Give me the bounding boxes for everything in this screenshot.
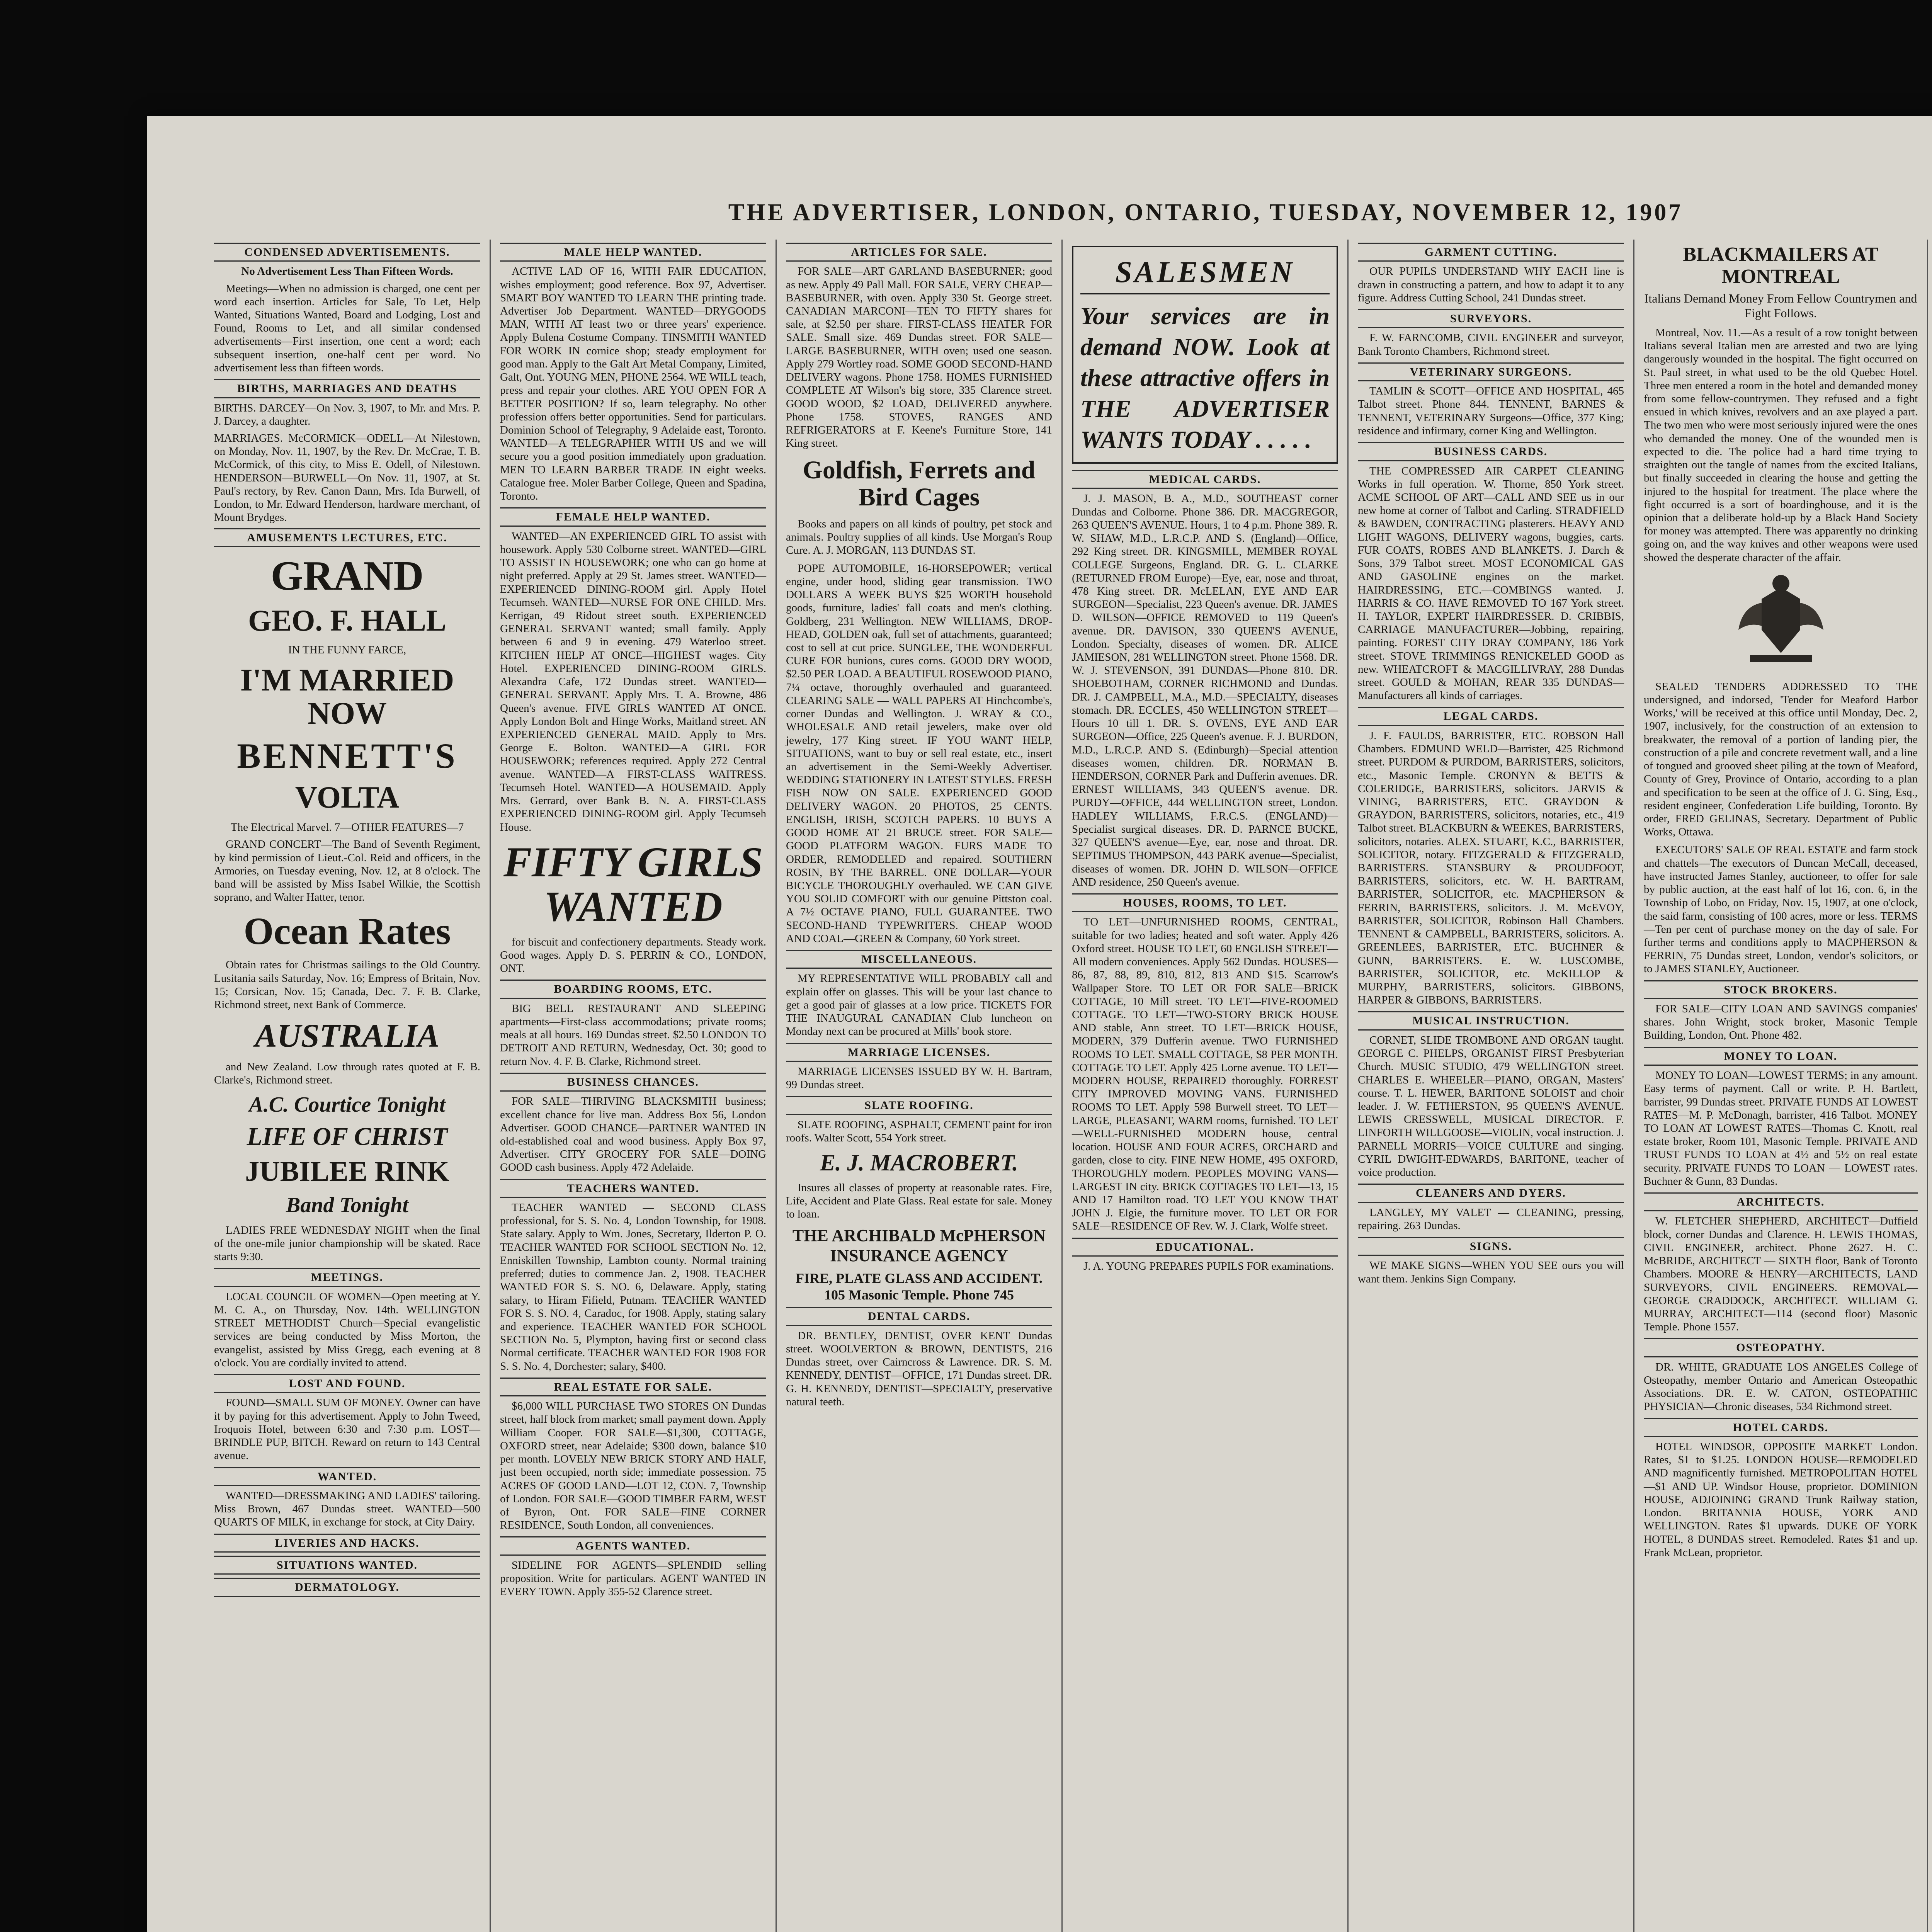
lecture-ad: A.C. Courtice Tonight [249,1093,446,1117]
column-3 [777,240,1063,1932]
jubilee-text: LADIES FREE WEDNESDAY NIGHT when the final of the one-mile junior championship will be skated. Race starts 9:30. [214,1224,480,1263]
section-heading: BOARDING ROOMS, ETC. [500,980,766,998]
column-5 [1349,240,1634,1932]
section-heading: TEACHERS WANTED. [500,1179,766,1198]
section-heading: OSTEOPATHY. [1644,1338,1918,1357]
section-heading: SURVEYORS. [1358,309,1624,328]
section-heading: MONEY TO LOAN. [1644,1047,1918,1066]
australia-ad: AUSTRALIA [255,1017,440,1054]
section-heading: LEGAL CARDS. [1358,707,1624,726]
australia-text: and New Zealand. Low through rates quoted at F. B. Clarke's, Richmond street. [214,1060,480,1086]
section-heading: GARMENT CUTTING. [1358,243,1624,262]
section-heading: HOUSES, ROOMS, TO LET. [1072,893,1338,912]
veterinary-text: TAMLIN & SCOTT—OFFICE AND HOSPITAL, 465 Talbot street. Phone 844. TENNENT, BARNES & TENNENT, VETERINARY Surgeons—Office, 377 King; residence and infirmary, corner King and Wellington. [1358,385,1624,437]
births-text: BIRTHS. DARCEY—On Nov. 3, 1907, to Mr. and Mrs. P. J. Darcey, a daughter. [214,401,480,427]
for-sale-text: FOR SALE—ART GARLAND BASEBURNER; good as new. Apply 49 Pall Mall. FOR SALE, VERY CHEAP—BASEBURNER, with oven. Apply 330 St. George street. CANADIAN MARCONI—TEN TO FIFTY shares for sale, at $2.50 per share. FIRST-CLASS HEATER FOR SALE. Small size. 469 Dundas street. FOR SALE—LARGE BASEBURNER, WITH oven; used one season. Apply 279 Wortley road. SOME GOOD SECOND-HAND DELIVERY wagons. Phone 1758. HOMES FURNISHED COMPLETE AT Wilson's big store, 335 Clarence street. GOOD WOOD, $2 LOAD, DELIVERED anywhere. Phone 1758. STOVES, RANGES AND REFRIGERATORS at F. Keene's Furniture Store, 141 King street. [786,265,1052,450]
for-sale-text-2: POPE AUTOMOBILE, 16-HORSEPOWER; vertical engine, under hood, sliding gear transmission. TWO DOLLARS A WEEK BUYS $25 WORTH household goods, furniture, ladies' fall coats and men's clothing. Goldberg, 231 Wellington. NEW WILLIAMS, DROP-HEAD, GOLDEN oak, full set of attachments, guaranteed; cost to sell at cut price. SUNGLEE, THE WONDERFUL CURE FOR bunions, cures corns. GOOD DRY WOOD, $2.50 PER LOAD. A BEAUTIFUL ROSEWOOD PIANO, 7¼ octave, thoroughly overhauled and guaranteed. CLEARING SALE — WALL PAPERS AT Hinchcombe's, corner Dundas and Wellington. J. WRAY & CO., WHOLESALE AND retail jewelers, make over old jewelry, 177 King street. IF YOU WANT HELP, SITUATIONS, want to buy or sell real estate, etc., insert an advertisement in the Semi-Weekly Advertiser. WEDDING STATIONERY IN LATEST STYLES. FRESH FISH NOW ON SALE. EXPERIENCED GOOD DELIVERY WAGON. 20 PHOTOS, 25 CENTS. ENGLISH, IRISH, SCOTCH PAPERS. 10 BUYS A GOOD HOME AT 21 BRUCE street. FOR SALE—GOOD PLATFORM WAGON. FURS MADE TO ORDER, REMODELED and repaired. SOUTHERN ROSIN, BY THE BARREL. ONE DOLLAR—YOUR BICYCLE THOROUGHLY overhauled. WE CAN GIVE YOU SOLID COMFORT with our genuine Pittston coal. A 7½ OCTAVE PIANO, FULL GUARANTEE. TWO SECOND-HAND TYPEWRITERS. CHEAP WOOD AND COAL—GREEN & Company, 60 York street. [786,562,1052,945]
column-2 [491,240,777,1932]
grand-ad: GRAND [270,553,424,599]
executors-sale: EXECUTORS' SALE OF REAL ESTATE and farm stock and chattels—The executors of Duncan McCall, deceased, have instructed James Stanley, auctioneer, to offer for sale by public auction, at the east half of lot 16, con. 6, in the Township of Lobo, on Friday, Nov. 15, 1907, at one o'clock, the said farm, consisting of 100 acres, more or less. TERMS—Ten per cent of purchase money on the day of sale. For further terms and conditions apply to MACPHERSON & FERRIN, 75 Dundas street, London, vendor's solicitors, or to JAMES STANLEY, Auctioneer. [1644,844,1918,975]
section-heading: BIRTHS, MARRIAGES AND DEATHS [214,379,480,398]
marriage-licenses-text: MARRIAGE LICENSES ISSUED BY W. H. Bartram, 99 Dundas street. [786,1065,1052,1091]
signs-text: WE MAKE SIGNS—WHEN YOU SEE ours you will want them. Jenkins Sign Company. [1358,1259,1624,1285]
mcpherson-ad: THE ARCHIBALD McPHERSON INSURANCE AGENCY [792,1226,1046,1265]
column-6 [1634,240,1928,1932]
farce-line: IN THE FUNNY FARCE, [288,644,406,656]
boarding-text: BIG BELL RESTAURANT AND SLEEPING apartments—First-class accommodations; private rooms; meals at all hours. 169 Dundas street. $2.50 LONDON TO DETROIT AND RETURN, Wednesday, Oct. 30; good to return Nov. 4. F. B. Clarke, Richmond street. [500,1002,766,1068]
performer-name: GEO. F. HALL [248,604,446,638]
goldfish-ad: Goldfish, Ferrets and Bird Cages [803,456,1036,511]
volta-ad: VOLTA [295,781,400,815]
section-heading: LIVERIES AND HACKS. [214,1534,480,1553]
salesmen-ad [1072,246,1338,464]
concert-ad: GRAND CONCERT—The Band of Seventh Regiment, by kind permission of Lieut.-Col. Reid and officers, in the Armories, on Tuesday evening, Nov. 12, at 8 o'clock. The band will be assisted by Miss Isabel Wilkie, the Scottish soprano, and Walter Hatter, tenor. [214,838,480,904]
educational-text: J. A. YOUNG PREPARES PUPILS FOR examinations. [1083,1260,1334,1273]
notice: No Advertisement Less Than Fifteen Words. [241,265,453,278]
section-heading: STOCK BROKERS. [1644,980,1918,999]
section-heading: BUSINESS CHANCES. [500,1073,766,1092]
section-heading: FEMALE HELP WANTED. [500,507,766,526]
section-heading: SLATE ROOFING. [786,1096,1052,1115]
band-tonight: Band Tonight [286,1193,408,1217]
agents-text: SIDELINE FOR AGENTS—SPLENDID selling proposition. Write for particulars. AGENT WANTED IN EVERY TOWN. Apply 355-52 Clarence street. [500,1559,766,1598]
fifty-girls-ad: FIFTY GIRLS WANTED [503,838,763,930]
rates-intro: Meetings—When no admission is charged, one cent per word each insertion. Articles for Sale, To Let, Help Wanted, Situations Wanted, Board and Lodging, Lost and Found, Rooms to Let, and all similar condensed advertisements—First insertion, one cent a word; each subsequent insertion, one-half cent per word. No advertisement less than fifteen words. [214,282,480,374]
jubilee-rink-ad: JUBILEE RINK [245,1156,449,1188]
news-subheading: Italians Demand Money From Fellow Countrymen and Fight Follows. [1644,291,1917,320]
stock-text: FOR SALE—CITY LOAN AND SAVINGS companies' shares. John Wright, stock broker, Masonic Temple Building, London, Ont. Phone 482. [1644,1003,1918,1042]
coat-of-arms-icon [1723,572,1839,672]
section-heading: ARTICLES FOR SALE. [786,243,1052,262]
section-heading: WANTED. [214,1467,480,1486]
misc-text: MY REPRESENTATIVE WILL PROBABLY call and explain offer on glasses. This will be your last chance to get a good pair of glasses at a low price. TICKETS FOR THE INAUGURAL CANADIAN Club luncheon on Monday next can be procured at Mills' book store. [786,972,1052,1038]
female-help-text: WANTED—AN EXPERIENCED GIRL TO assist with housework. Apply 530 Colborne street. WANTED—GIRL TO ASSIST IN HOUSEWORK; one who can go home at night preferred. Apply at 29 St. James street. WANTED—EXPERIENCED DINING-ROOM girl. Apply Hotel Tecumseh. WANTED—NURSE FOR ONE CHILD. Mrs. Kerrigan, 49 Ridout street south. EXPERIENCED GENERAL SERVANT wanted; small family. Apply between 6 and 9 in evening. 479 Waterloo street. KITCHEN HELP AT ONCE—HIGHEST wages. City Hotel. EXPERIENCED DINING-ROOM GIRLS. Alexandra Cafe, 172 Dundas street. WANTED—GENERAL SERVANT. Apply Mrs. T. A. Browne, 486 Queen's avenue. FIVE GIRLS WANTED AT ONCE. Apply London Bolt and Hinge Works, Maitland street. AN EXPERIENCED GENERAL MAID. Apply to Mrs. George E. Bolton. WANTED—A GIRL FOR HOUSEWORK; references required. Apply 272 Central avenue. WANTED—A FIRST-CLASS WAITRESS. Tecumseh Hotel. WANTED—A HOUSEMAID. Apply Mrs. Gerrard, over Bank B. N. A. FIRST-CLASS EXPERIENCED DINING-ROOM girl. Apply Tecumseh House. [500,530,766,833]
section-heading: LOST AND FOUND. [214,1374,480,1393]
dental-text: DR. BENTLEY, DENTIST, OVER KENT Dundas street. WOOLVERTON & BROWN, DENTISTS, 216 Dundas street, over Cairncross & Lawrence. DR. S. M. KENNEDY, DENTIST—OFFICE, 171 Dundas street. DR. G. H. KENNEDY, DENTIST—SPECIALTY, preservative natural teeth. [786,1329,1052,1408]
section-heading: AMUSEMENTS LECTURES, ETC. [214,528,480,547]
section-heading: CONDENSED ADVERTISEMENTS. [214,243,480,262]
section-heading: REAL ESTATE FOR SALE. [500,1378,766,1396]
teachers-text: TEACHER WANTED — SECOND CLASS professional, for S. S. No. 4, London Township, for 1908. State salary. Apply to Wm. Jones, Secretary, Ilderton P. O. TEACHER WANTED FOR SCHOOL SECTION No. 12, Enniskillen Township, Lambton county. Normal training preferred; duties to commence Jan. 2, 1908. TEACHER WANTED FOR S. S. NO. 6, Delaware. Apply, stating salary, to Hiram Fifield, Putnam. TEACHER WANTED FOR S. S. NO. 4, Caradoc, for 1908. Apply, stating salary and experience. TEACHER WANTED FOR SCHOOL SECTION No. 5, Plympton, having first or second class Normal certificate. TEACHER WANTED FOR 1908 FOR S. S. No. 4, Dorchester; salary, $400. [500,1201,766,1372]
tender-notice: SEALED TENDERS ADDRESSED TO THE undersigned, and indorsed, 'Tender for Meaford Harbor Works,' will be received at this office until Monday, Dec. 2, 1907, inclusively, for the construction of an extension to breakwater, the removal of a portion of landing pier, the construction of a pile and concrete revetment wall, and a line of tongued and grooved sheet piling at the town of Meaford, County of Grey, Province of Ontario, according to a plan and specification to be seen at the office of J. G. Sing, Esq., resident engineer, Confederation Life building, Toronto. By order, FRED GELINAS, Secretary. Department of Public Works, Ottawa. [1644,680,1918,838]
cutting-text: OUR PUPILS UNDERSTAND WHY EACH line is drawn in constructing a pattern, and how to adapt it to any figure. Address Cutting School, 241 Dundas street. [1358,265,1624,304]
medical-text: J. J. MASON, B. A., M.D., SOUTHEAST corner Dundas and Colborne. Phone 386. DR. MACGREGOR, 263 QUEEN'S AVENUE. Hours, 1 to 4 p.m. Phone 389. R. W. SHAW, M.D., L.R.C.P. AND S. (England)—Office, 292 King street. DR. KINGSMILL, MEMBER ROYAL COLLEGE Surgeons, England. DR. G. L. CLARKE (RETURNED FROM Europe)—Eye, ear, nose and throat, 478 King street. DR. McLELAN, EYE AND EAR SURGEON—Specialist, 223 Queen's avenue. DR. JAMES D. WILSON—OFFICE REMOVED to 119 Queen's avenue. DR. DAVISON, 330 QUEEN'S AVENUE, London. Specialty, diseases of women. DR. ALICE JAMIESON, 281 WELLINGTON street. Phone 1568. DR. W. J. STEVENSON, 391 DUNDAS—Phone 810. DR. SHOEBOTHAM, CORNER RICHMOND and Dundas. DR. J. CAMPBELL, M.A., M.D.—SPECIALTY, diseases stomach. DR. ECCLES, 450 WELLINGTON STREET—Hours 10 till 1. DR. S. OVENS, EYE AND EAR SURGEON—Office, 225 Queen's avenue. F. J. BURDON, M.D., L.R.C.P. AND S. (Edinburgh)—Special attention diseases women, children. DR. NORMAN B. HENDERSON, CORNER Park and Dufferin avenues. DR. ERNEST WILLIAMS, 343 QUEEN'S avenue. DR. PURDY—OFFICE, 444 WELLINGTON street, London. HADLEY WILLIAMS, F.R.C.S. (ENGLAND)—Specialist surgical diseases. DR. D. PARNCE BUCKE, 327 QUEEN'S avenue—Eye, ear, nose and throat. DR. SEPTIMUS THOMPSON, 443 PARK avenue—Specialist, diseases of women. DR. JOHN D. WILSON—OFFICE AND residence, 250 Queen's avenue. [1072,492,1338,888]
section-heading: VETERINARY SURGEONS. [1358,362,1624,381]
salesmen-title: SALESMEN [1080,254,1330,294]
section-heading: CLEANERS AND DYERS. [1358,1184,1624,1202]
cleaners-text: LANGLEY, MY VALET — CLEANING, pressing, repairing. 263 Dundas. [1358,1206,1624,1232]
goldfish-text: Books and papers on all kinds of poultry, pet stock and animals. Poultry supplies of all kinds. Use Morgan's Roup Cure. A. J. MORGAN, 113 DUNDAS ST. [786,518,1052,557]
column-1 [205,240,491,1932]
bennetts-ad: BENNETT'S [237,736,457,776]
section-heading: MISCELLANEOUS. [786,950,1052,969]
osteopathy-text: DR. WHITE, GRADUATE LOS ANGELES College of Osteopathy, member Ontario and American Osteopathic Associations. DR. E. W. CATON, OSTEOPATHIC PHYSICIAN—Chronic diseases, 534 Richmond street. [1644,1361,1918,1413]
section-heading: DERMATOLOGY. [214,1578,480,1597]
architects-text: W. FLETCHER SHEPHERD, ARCHITECT—Duffield block, corner Dundas and Clarence. H. LEWIS THOMAS, CIVIL ENGINEER, architect. Phone 2627. H. C. McBRIDE, ARCHITECT — SIXTH floor, Bank of Toronto Chambers. MOORE & HENRY—ARCHITECTS, LAND SURVEYORS, CIVIL ENGINEERS. REMOVAL—GEORGE CRADDOCK, ARCHITECT. WILLIAM G. MURRAY, ARCHITECT—114 (second floor) Masonic Temple. Phone 1557. [1644,1215,1918,1333]
newspaper-page [147,116,1932,1932]
show-title: I'M MARRIED NOW [240,662,454,731]
marriages-text: MARRIAGES. McCORMICK—ODELL—At Nilestown, on Monday, Nov. 11, 1907, by the Rev. Dr. McCrae, T. B. McCormick, of this city, to Miss E. Odell, of Nilestown. HENDERSON—BURWELL—On Nov. 11, 1907, at St. Paul's rectory, by Rev. Canon Dann, Mrs. Ida Burwell, of London, to Mr. Edward Henderson, hardware merchant, of Mount Brydges. [214,432,480,524]
musical-text: CORNET, SLIDE TROMBONE AND ORGAN taught. GEORGE C. PHELPS, ORGANIST FIRST Presbyterian Church. MUSIC STUDIO, 479 WELLINGTON street. CHARLES E. WHEELER—PIANO, ORGAN, Masters' course. T. L. HEWER, BARITONE SOLOIST and choir leader. J. W. FETHERSTON, 95 QUEEN'S AVENUE. LEWIS CRESSWELL, MUSICAL DIRECTOR. F. LINFORTH WILLGOOSE—VIOLIN, vocal instruction. J. PARNELL MORRIS—VOICE CULTURE and singing. CYRIL DWIGHT-EDWARDS, BARITONE, teacher of voice production. [1358,1034,1624,1179]
male-help-text: ACTIVE LAD OF 16, WITH FAIR EDUCATION, wishes employment; good reference. Box 97, Advertiser. SMART BOY WANTED TO LEARN THE printing trade. Advertiser Job Department. WANTED—DRYGOODS MAN, WITH AT least two or three years' experience. Apply Bulena Costume Company. TINSMITH WANTED FOR WORK IN cornice shop; steady employment for good man. Apply to the Galt Art Metal Company, Limited, Galt, Ont. YOUNG MEN, PHONE 2564. WE WILL teach, press and repair your clothes. ARE YOU OPEN FOR A BETTER POSITION? If so, learn telegraphy. No other profession offers better opportunities. Send for particulars. Dominion School of Telegraphy, 9 Adelaide east, Toronto. WANTED—A TELEGRAPHER WITH US and we will secure you a good position immediately upon graduation. MEN TO LEARN BARBER TRADE IN eight weeks. Catalogue free. Moler Barber College, Queen and Spadina, Toronto. [500,265,766,503]
business-text: FOR SALE—THRIVING BLACKSMITH business; excellent chance for live man. Address Box 56, London Advertiser. GOOD CHANCE—PARTNER WANTED IN old-established coal and wood business. Apply Box 97, Advertiser. CITY GROCERY FOR SALE—DOING GOOD cash business. Apply 472 Adelaide. [500,1095,766,1174]
section-heading: SITUATIONS WANTED. [214,1556,480,1575]
slate-text: SLATE ROOFING, ASPHALT, CEMENT paint for iron roofs. Walter Scott, 554 York street. [786,1118,1052,1144]
masthead: THE ADVERTISER, LONDON, ONTARIO, TUESDAY, NOVEMBER 12, 1907 [728,199,1683,226]
lecture-title: LIFE OF CHRIST [247,1122,448,1151]
meetings-text: LOCAL COUNCIL OF WOMEN—Open meeting at Y. M. C. A., on Thursday, Nov. 14th. WELLINGTON STREET METHODIST Church—Special evangelistic services are being conducted by Miss Morton, the evangelist, assisted by Miss Gregg, each evening at 8 o'clock. You are cordially invited to attend. [214,1290,480,1369]
section-heading: ARCHITECTS. [1644,1192,1918,1211]
columns [205,240,1932,1932]
column-7 [1928,240,1932,1932]
real-estate-text: $6,000 WILL PURCHASE TWO STORES ON Dundas street, half block from market; small payment down. Apply William Cooper. FOR SALE—$1,300, COTTAGE, OXFORD street, near Adelaide; $300 down, balance $10 per month. LOVELY NEW BRICK STORY AND HALF, just been occupied, north side; immediate possession. 75 ACRES OF GOOD LAND—LOT 12, CON. 7, Township of London. FOR SALE—GOOD TIMBER FARM, WEST of Byron, Ont. FOR SALE—FINE CORNER RESIDENCE, South London, all conveniences. [500,1400,766,1532]
ocean-rates-ad: Ocean Rates [243,910,451,953]
news-headline: BLACKMAILERS AT MONTREAL [1683,243,1879,288]
legal-text: J. F. FAULDS, BARRISTER, ETC. ROBSON Hall Chambers. EDMUND WELD—Barrister, 425 Richmond street. PURDOM & PURDOM, BARRISTERS, solicitors, etc., Masonic Temple. CRONYN & BETTS & COLERIDGE, BARRISTERS, solicitors. JARVIS & VINING, BARRISTERS, ETC. GRAYDON & GRAYDON, BARRISTERS, solicitors, notaries, etc., 419 Talbot street. BLACKBURN & WEEKES, BARRISTERS, solicitors, notaries. ALEX. STUART, K.C., BARRISTER, SOLICITOR, notary. FITZGERALD & FITZGERALD, BARRISTERS. STANSBURY & PROUDFOOT, BARRISTERS, solicitors, etc. W. H. BARTRAM, BARRISTER, SOLICITOR, etc. MACPHERSON & FERRIN, BARRISTERS, solicitors. J. M. McEVOY, BARRISTER, SOLICITOR, Robinson Hall Chambers. TENNENT & CAMPBELL, BARRISTERS, solicitors. A. GREENLEES, BARRISTER, ETC. BUCHNER & GUNN, BARRISTERS. E. W. LUSCOMBE, BARRISTER, SOLICITOR, etc. McKILLOP & MURPHY, BARRISTERS, solicitors. GIBBONS, HARPER & GIBBONS, BARRISTERS. [1358,729,1624,1007]
section-heading: AGENTS WANTED. [500,1536,766,1555]
houses-text: TO LET—UNFURNISHED ROOMS, CENTRAL, suitable for two ladies; heated and soft water. Apply 426 Oxford street. HOUSE TO LET, 60 ENGLISH STREET—All modern conveniences. Apply 562 Dundas. HOUSES—86, 87, 88, 89, 810, 812, 813 AND $15. Scarrow's Wallpaper Store. TO LET OR FOR SALE—BRICK COTTAGE, 10 Mill street. TO LET—FIVE-ROOMED COTTAGE. TO LET—TWO-STORY BRICK HOUSE AND stable, Ann street. TO LET—BRICK HOUSE, MODERN, 379 Dufferin avenue. TWO FURNISHED ROOMS TO LET. SMALL COTTAGE, $8 PER MONTH. COTTAGE TO LET. Apply 425 Lorne avenue. TO LET—MODERN HOUSE, REPAIRED thoroughly. FORREST CITY IMPROVED MOVING VANS. FURNISHED ROOMS TO LET. Apply 598 Burwell street. TO LET—LARGE, PLEASANT, WARM rooms, furnished. TO LET—WELL-FURNISHED MODERN house, central location. HOUSE AND FOUR ACRES, ORCHARD and garden, close to city. FINE NEW HOME, 495 OXFORD, THOROUGHLY modern. PEOPLES MOVING VANS—LARGEST IN city. BRICK COTTAGES TO LET—13, 15 AND 17 Hamilton road. TO LET YOU KNOW THAT JOHN J. Elgie, the furniture mover. TO LET OR FOR SALE—RESIDENCE OF Rev. W. J. Clark, Wolfe street. [1072,916,1338,1233]
surveyors-text: F. W. FARNCOMB, CIVIL ENGINEER and surveyor, Bank Toronto Chambers, Richmond street. [1358,332,1624,357]
salesmen-text: Your services are in demand NOW. Look at these attractive offers in THE ADVERTISER WANTS TODAY . . . . . [1080,302,1330,454]
mcpherson-text: FIRE, PLATE GLASS AND ACCIDENT. 105 Masonic Temple. Phone 745 [796,1270,1043,1303]
section-heading: MEDICAL CARDS. [1072,470,1338,489]
lost-text: FOUND—SMALL SUM OF MONEY. Owner can have it by paying for this advertisement. Apply to John Tweed, Iroquois Hotel, between 6:30 and 7:30 p.m. LOST—BRINDLE PUP, BITCH. Reward on return to 143 Central avenue. [214,1396,480,1462]
section-heading: SIGNS. [1358,1237,1624,1256]
business-cards-text: THE COMPRESSED AIR CARPET CLEANING Works in full operation. W. Thorne, 850 York street. ACME SCHOOL OF ART—CALL AND SEE us in our new home at corner of Talbot and Carling. STRADFIELD & BAWDEN, CONTRACTING plasterers. HEAVY AND LIGHT WAGONS, DELIVERY wagons, buggies, carts. FUR COATS, ROBES AND BLANKETS. J. Darch & Sons, 379 Talbot street. MOST ECONOMICAL GAS AND GASOLINE engines on the market. HAIRDRESSING, ETC.—COMBINGS wanted. J. HARRIS & CO. HAVE REMOVED TO 167 York street. H. TAYLOR, EXPERT HAIRDRESSER. D. CRIBBIS, CARRIAGE MANUFACTURER—Jobbing, repairing, painting. FOREST CITY DRAY COMPANY, 186 York street. STOVE TRIMMINGS RENICKELED GOOD as new. WHEATCROFT & MACGILLIVRAY, 288 Dundas street. GOULD & MOHAN, REAR 335 DUNDAS—Manufacturers all kinds of carriages. [1358,464,1624,702]
section-heading: MALE HELP WANTED. [500,243,766,262]
column-4 [1063,240,1349,1932]
volta-subtitle: The Electrical Marvel. 7—OTHER FEATURES—7 [230,821,464,834]
wanted-text: WANTED—DRESSMAKING AND LADIES' tailoring. Miss Brown, 467 Dundas street. WANTED—500 QUARTS OF MILK, in exchange for stock, at City Dairy. [214,1489,480,1529]
news-body: Montreal, Nov. 11.—As a result of a row tonight between Italians several Italian men are arrested and two are lying dangerously wounded in the hospital. The fight occurred on St. Paul street, in what used to be the old Quebec Hotel. Three men entered a room in the hotel and demanded money from some fellow-countrymen. They refused and a fight ensued in which knives, revolvers and an axe played a part. The two men who were most seriously injured were the ones who demanded the money. One of the wounded men is expected to die. The police had a hard time trying to straighten out the tangle of names from the excited Italians, but finally succeeded in clearing the house and getting the injured to the hospital for treatment. The place where the fight occurred is a sort of boardinghouse, and it is the opinion that a deliberate hold-up by a Black Hand Society for money was attempted. There was apparently no drinking going on, and the way knives and other weapons were used showed the desperate character of the affair. [1644,326,1918,564]
section-heading: MARRIAGE LICENSES. [786,1043,1052,1062]
ocean-rates-text: Obtain rates for Christmas sailings to the Old Country. Lusitania sails Saturday, Nov. 16; Empress of Britain, Nov. 15; Corsican, Nov. 15; Canada, Dec. 7. F. B. Clarke, Richmond street, next Bank of Commerce. [214,959,480,1011]
section-heading: BUSINESS CARDS. [1358,442,1624,461]
section-heading: MUSICAL INSTRUCTION. [1358,1011,1624,1030]
fifty-girls-text: for biscuit and confectionery departments. Steady work. Good wages. Apply D. S. PERRIN & CO., LONDON, ONT. [500,935,766,975]
section-heading: EDUCATIONAL. [1072,1238,1338,1257]
hotel-text: HOTEL WINDSOR, OPPOSITE MARKET London. Rates, $1 to $1.25. LONDON HOUSE—REMODELED AND magnificently furnished. METROPOLITAN HOTEL—$1 AND UP. Windsor House, proprietor. DOMINION HOUSE, ADJOINING GRAND Trunk Railway station, London. BRITANNIA HOUSE, YORK AND WELLINGTON. Rates $1 upwards. DUKE OF YORK HOTEL, 8 DUNDAS street. Remodeled. Rates $1 and up. Frank McLean, proprietor. [1644,1440,1918,1559]
section-heading: MEETINGS. [214,1268,480,1287]
money-text: MONEY TO LOAN—LOWEST TERMS; in any amount. Easy terms of payment. Call or write. P. H. Bartlett, barrister, 99 Dundas street. PRIVATE FUNDS AT LOWEST RATES—M. P. McDonagh, barrister, 416 Talbot. MONEY TO LOAN AT LOWEST RATES—Thomas C. Knott, real estate broker, Room 101, Masonic Temple. PRIVATE AND TRUST FUNDS TO LOAN at 4½ and 5½ on real estate security. PRIVATE FUNDS TO LOAN — LOWEST rates. Buchner & Gunn, 83 Dundas. [1644,1069,1918,1187]
macrobert-ad: E. J. MACROBERT. [820,1150,1018,1176]
section-heading: DENTAL CARDS. [786,1307,1052,1326]
macrobert-text: Insures all classes of property at reasonable rates. Fire, Life, Accident and Plate Glass. Real estate for sale. Money to loan. [786,1181,1052,1221]
section-heading: HOTEL CARDS. [1644,1418,1918,1437]
